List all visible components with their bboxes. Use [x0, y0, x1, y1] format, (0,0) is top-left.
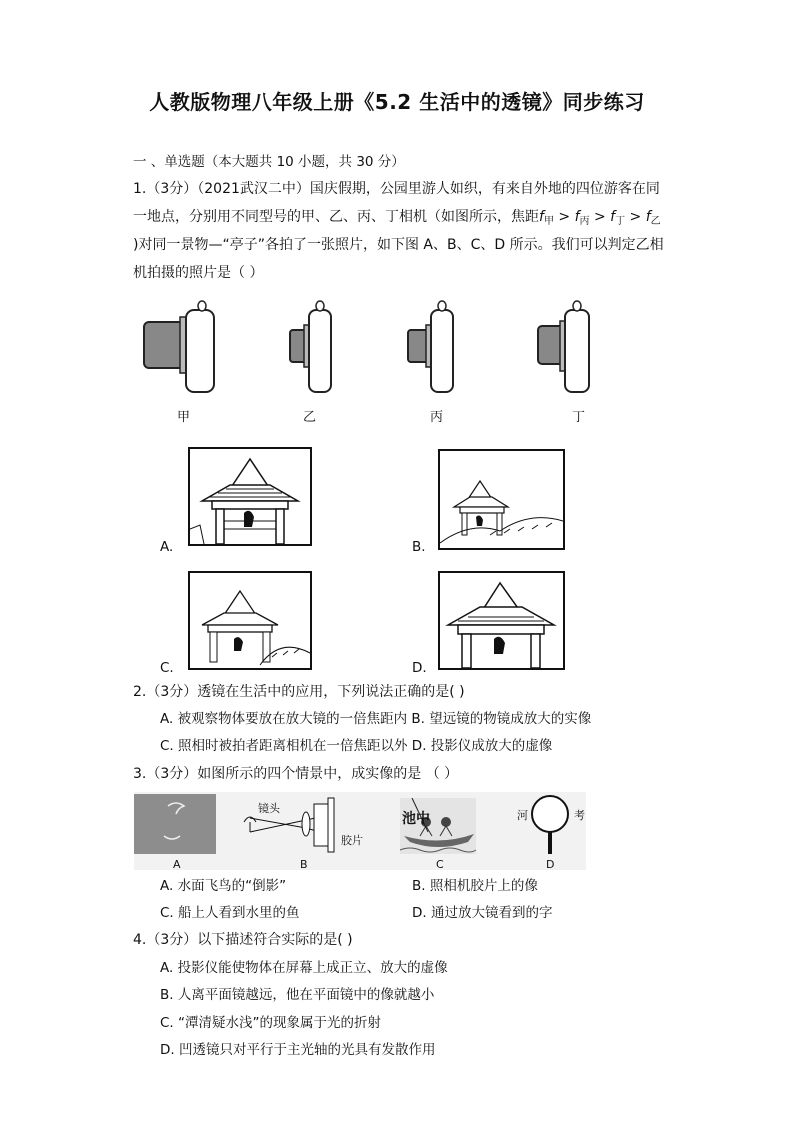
q3-option-a: A. 水面飞鸟的“倒影” — [160, 878, 287, 894]
camera-jia-icon — [144, 301, 214, 392]
q3-fig-label-c: C — [436, 858, 444, 871]
pavilion-medium-icon — [190, 573, 310, 668]
camera-ding-icon — [538, 301, 589, 392]
q3-stem: 3.（3分）如图所示的四个情景中，成实像的是 （ ） — [133, 766, 459, 782]
pavilion-large-icon — [190, 449, 310, 544]
q2-option-ab: A. 被观察物体要放在放大镜的一倍焦距内 B. 望远镜的物镜成放大的实像 — [160, 711, 592, 727]
camera-label-ding: 丁 — [572, 410, 586, 425]
magnifier-left-char: 河 — [517, 809, 528, 822]
q4-stem: 4.（3分）以下描述符合实际的是( ) — [133, 932, 353, 948]
q4-option-c: C. “潭清疑水浅”的现象属于光的折射 — [160, 1015, 381, 1031]
photo-d — [438, 571, 565, 670]
lens-label: 镜头 — [258, 802, 280, 815]
gt-symbol: > — [593, 209, 606, 225]
section-heading: 一 、单选题（本大题共 10 小题，共 30 分） — [133, 154, 405, 170]
gt-symbol: > — [629, 209, 642, 225]
camera-label-bing: 丙 — [430, 410, 444, 425]
cameras-figure — [140, 292, 600, 432]
magnifier-right-char: 考 — [574, 809, 585, 822]
q4-option-d: D. 凹透镜只对平行于主光轴的光具有发散作用 — [160, 1042, 436, 1058]
magnifier-icon — [532, 796, 568, 854]
q3-fig-label-b: B — [300, 858, 308, 871]
pavilion-small-icon — [440, 451, 563, 548]
focal-f: f — [539, 209, 544, 225]
sub-bing: 丙 — [579, 216, 590, 227]
q1-line1: 1.（3分）（2021武汉二中）国庆假期，公园里游人如织，有来自外地的四位游客在同 — [133, 181, 660, 197]
camera-label-jia: 甲 — [177, 410, 191, 425]
pavilion-xlarge-icon — [440, 573, 563, 668]
sub-jia: 甲 — [543, 216, 554, 227]
page-title: 人教版物理八年级上册《5.2 生活中的透镜》同步练习 — [149, 90, 645, 114]
q3-option-b: B. 照相机胶片上的像 — [412, 878, 538, 894]
q1-line2-text: 一地点，分别用不同型号的甲、乙、丙、丁相机（如图所示，焦距 — [133, 209, 539, 225]
q3-option-d: D. 通过放大镜看到的字 — [412, 905, 553, 921]
photo-c — [188, 571, 312, 670]
q1-line2 — [133, 203, 661, 233]
photo-b — [438, 449, 565, 550]
q3-fig-label-a: A — [173, 858, 181, 871]
q1-line3: )对同一景物—“亭子”各拍了一张照片，如下图 A、B、C、D 所示。我们可以判定乙相 — [133, 237, 664, 253]
photo-label-a: A. — [160, 539, 174, 555]
camera-label-yi: 乙 — [303, 410, 317, 425]
q3-scenes — [134, 792, 586, 870]
q4-option-a: A. 投影仪能使物体在屏幕上成正立、放大的虚像 — [160, 960, 448, 976]
photo-a — [188, 447, 312, 546]
q3-fig-label-d: D — [546, 858, 555, 871]
q2-stem: 2.（3分）透镜在生活中的应用，下列说法正确的是( ) — [133, 684, 465, 700]
sub-ding: 丁 — [615, 216, 626, 227]
q1-line4: 机拍摄的照片是（ ） — [133, 265, 264, 281]
q4-option-b: B. 人离平面镜越远，他在平面镜中的像就越小 — [160, 987, 435, 1003]
photo-label-c: C. — [160, 660, 174, 676]
focal-f: f — [574, 209, 580, 225]
photo-label-d: D. — [412, 660, 427, 676]
focal-f: f — [645, 209, 651, 225]
gt-symbol: > — [558, 209, 571, 225]
camera-bing-icon — [408, 301, 453, 392]
focal-f: f — [610, 209, 616, 225]
sub-yi: 乙 — [650, 216, 661, 227]
q2-option-cd: C. 照相时被拍者距离相机在一倍焦距以外 D. 投影仪成放大的虚像 — [160, 738, 553, 754]
film-label: 胶片 — [341, 834, 363, 847]
camera-yi-icon — [290, 301, 331, 392]
magnifier-text: 池中 — [402, 811, 430, 827]
q3-option-c: C. 船上人看到水里的鱼 — [160, 905, 300, 921]
photo-label-b: B. — [412, 539, 426, 555]
q3-figure-strip — [134, 792, 586, 870]
